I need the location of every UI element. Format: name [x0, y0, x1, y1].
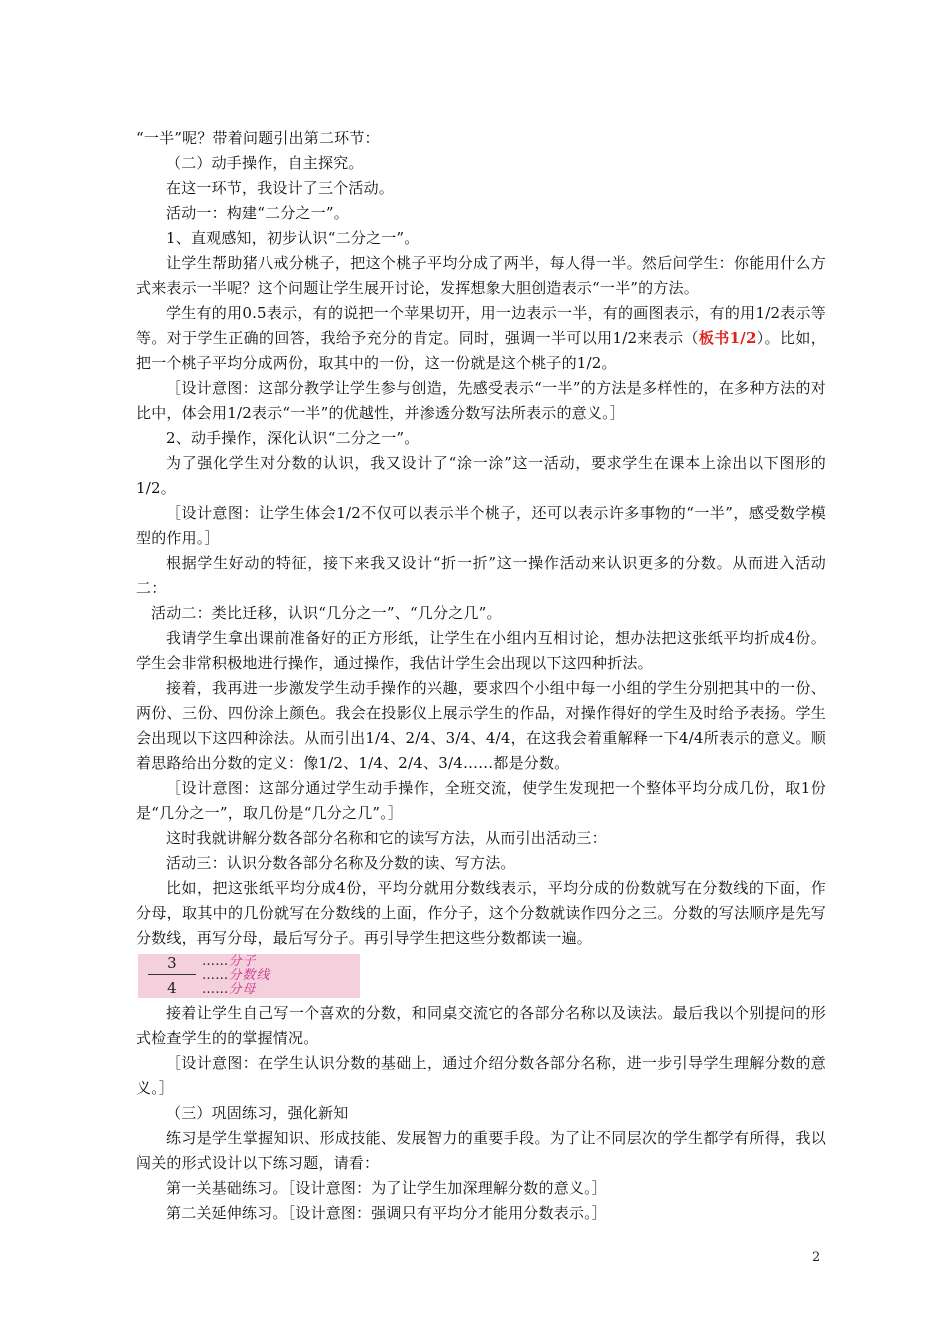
page-number: 2 [812, 1250, 821, 1265]
section-heading: （三）巩固练习，强化新知 [166, 1104, 349, 1122]
activity-heading: 活动二：类比迁移，认识“几分之一”、“几分之几”。 [151, 604, 502, 622]
subheading: 2、动手操作，深化认识“二分之一”。 [166, 429, 420, 447]
paragraph-text: 学生有的用0.5表示，有的说把一个苹果切开，用一边表示一半，有的画图表示，有的用1/2表示等等。对于学生正确的回答，我给予充分的肯定。同时，强调一半可以用1/2来表示（ [136, 304, 826, 347]
paragraph: 我请学生拿出课前准备好的正方形纸，让学生在小组内互相讨论，想办法把这张纸平均折成4份。学生会非常积极地进行操作，通过操作，我估计学生会出现以下这四种折法。 [136, 629, 826, 672]
activity-heading: 活动三：认识分数各部分名称及分数的读、写方法。 [166, 854, 516, 872]
paragraph: 在这一环节，我设计了三个活动。 [166, 179, 395, 197]
paragraph: 为了强化学生对分数的认识，我又设计了“涂一涂”这一活动，要求学生在课本上涂出以下图形的1/2。 [136, 454, 826, 497]
design-intent: ［设计意图：让学生体会1/2不仅可以表示半个桃子，还可以表示许多事物的“一半”，感受数学模型的作用。］ [136, 504, 826, 547]
design-intent: ［设计意图：这部分教学让学生参与创造，先感受表示“一半”的方法是多样性的，在多种方法的对比中，体会用1/2表示“一半”的优越性，并渗透分数写法所表示的意义。］ [136, 379, 826, 422]
paragraph: 比如，把这张纸平均分成4份，平均分就用分数线表示，平均分成的份数就写在分数线的下面，作分母，取其中的几份就写在分数线的上面，作分子，这个分数就读作四分之三。分数的写法顺序是先写分数线，再写分母，最后写分子。再引导学生把这些分数都读一遍。 [136, 879, 826, 947]
numerator-label [202, 955, 256, 969]
paragraph: 根据学生好动的特征，接下来我又设计“折一折”这一操作活动来认识更多的分数。从而进入活动二： [136, 554, 826, 597]
blackboard-note: 板书1/2 [698, 329, 757, 347]
fraction-parts-figure [138, 954, 360, 998]
design-intent: ［设计意图：这部分通过学生动手操作，全班交流，使学生发现把一个整体平均分成几份，取1份是“几分之一”，取几份是“几分之几”。］ [136, 779, 826, 822]
document-body [136, 126, 826, 1226]
paragraph: “一半”呢？带着问题引出第二环节： [136, 129, 380, 147]
paragraph-text: ）。比如，把一个桃子平均分成两份，取其中的一份，这一份就是这个桃子的1/2。 [136, 329, 826, 372]
paragraph-with-highlight [136, 301, 826, 376]
fraction-numerator: 3 [167, 954, 177, 972]
label-text: 分子 [228, 954, 257, 969]
paragraph: 让学生帮助猪八戒分桃子，把这个桃子平均分成了两半，每人得一半。然后问学生：你能用什么方式来表示一半呢？这个问题让学生展开讨论，发挥想象大胆创造表示“一半”的方法。 [136, 254, 826, 297]
paragraph: 这时我就讲解分数各部分名称和它的读写方法，从而引出活动三： [166, 829, 607, 847]
fraction-denominator: 4 [167, 979, 177, 997]
design-intent: ［设计意图：在学生认识分数的基础上，通过介绍分数各部分名称，进一步引导学生理解分数的意义。］ [136, 1054, 826, 1097]
leader-dots: …… [202, 968, 229, 983]
label-text: 分数线 [228, 968, 271, 983]
paragraph: 接着，我再进一步激发学生动手操作的兴趣，要求四个小组中每一小组的学生分别把其中的一份、两份、三份、四份涂上颜色。我会在投影仪上展示学生的作品，对操作得好的学生及时给予表扬。学生会出现以下这四种涂法。从而引出1/4、2/4、3/4、4/4，在这我会着重解释一下4/4所表示的意义。顺着思路给出分数的定义：像1/2、1/4、2/4、3/4……都是分数。 [136, 679, 826, 772]
section-heading: （二）动手操作，自主探究。 [166, 154, 364, 172]
leader-dots: …… [202, 954, 229, 969]
activity-heading: 活动一：构建“二分之一”。 [166, 204, 349, 222]
exercise-level: 第二关延伸练习。［设计意图：强调只有平均分才能用分数表示。］ [166, 1204, 608, 1222]
leader-dots: …… [202, 982, 229, 997]
subheading: 1、直观感知，初步认识“二分之一”。 [166, 229, 420, 247]
denominator-label [202, 983, 256, 997]
fraction-bar-label [202, 969, 270, 983]
paragraph: 练习是学生掌握知识、形成技能、发展智力的重要手段。为了让不同层次的学生都学有所得，我以闯关的形式设计以下练习题，请看： [136, 1129, 826, 1172]
label-text: 分母 [228, 982, 257, 997]
paragraph: 接着让学生自己写一个喜欢的分数，和同桌交流它的各部分名称以及读法。最后我以个别提问的形式检查学生的的掌握情况。 [136, 1004, 826, 1047]
exercise-level: 第一关基础练习。［设计意图：为了让学生加深理解分数的意义。］ [166, 1179, 608, 1197]
fraction-bar [148, 974, 196, 975]
